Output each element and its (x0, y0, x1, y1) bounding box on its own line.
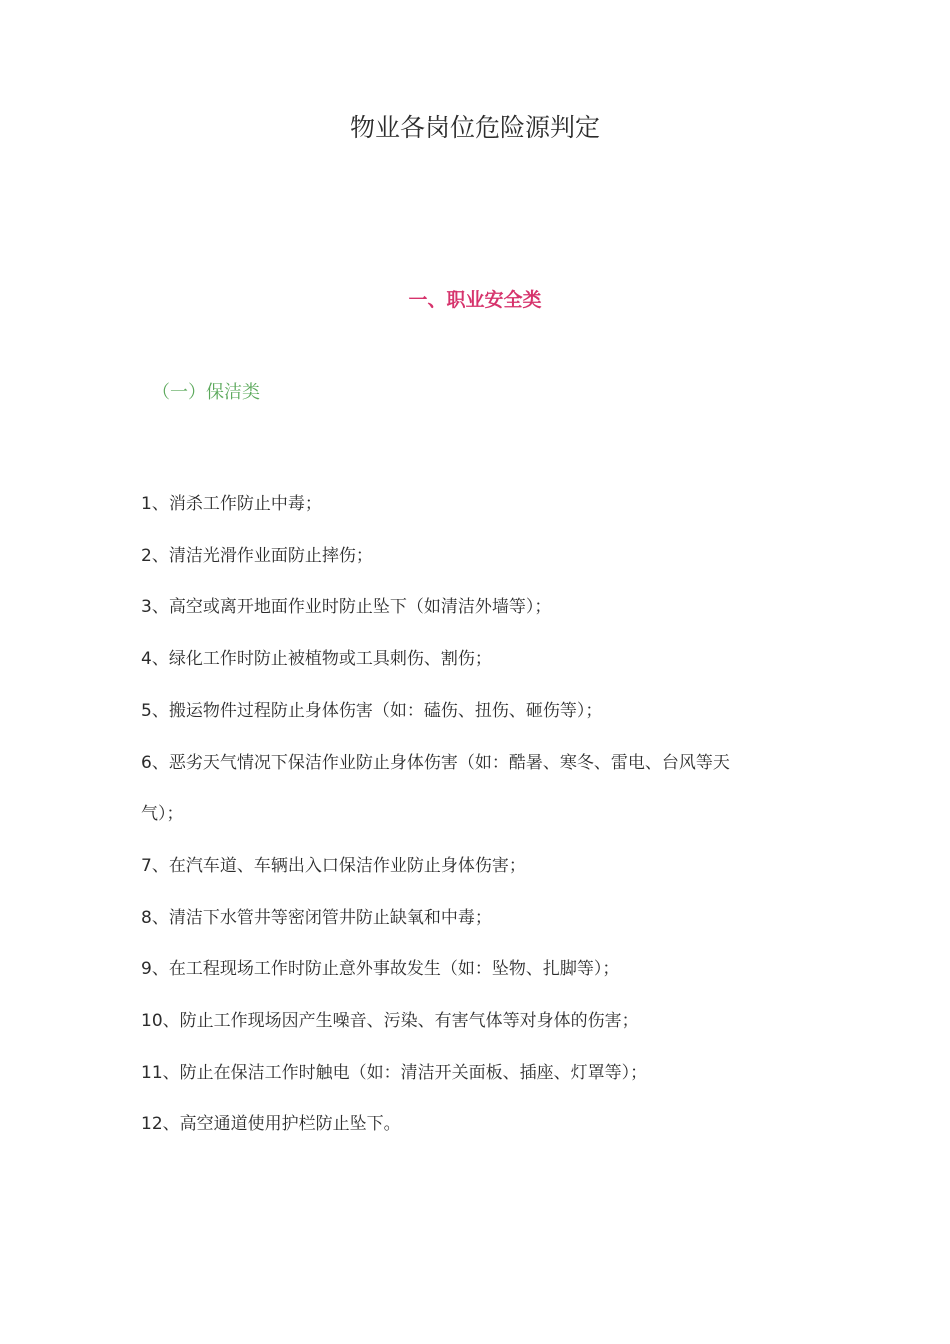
list-item: 4、绿化工作时防止被植物或工具刺伤、割伤； (141, 649, 492, 670)
list-item: 10、防止工作现场因产生噪音、污染、有害气体等对身体的伤害； (141, 1011, 639, 1032)
list-item: 9、在工程现场工作时防止意外事故发生（如：坠物、扎脚等）； (141, 959, 620, 980)
section-heading: 一、职业安全类 (408, 289, 542, 311)
list-item: 5、搬运物件过程防止身体伤害（如：磕伤、扭伤、砸伤等）； (141, 700, 603, 721)
hazard-list (141, 479, 821, 1151)
list-item: 3、高空或离开地面作业时防止坠下（如清洁外墙等）； (141, 597, 552, 618)
document-title: 物业各岗位危险源判定 (349, 113, 600, 142)
list-item: 7、在汽车道、车辆出入口保洁作业防止身体伤害； (141, 855, 526, 876)
list-item: 8、清洁下水管井等密闭管井防止缺氧和中毒； (141, 907, 492, 928)
list-item: 11、防止在保洁工作时触电（如：清洁开关面板、插座、灯罩等）； (141, 1062, 648, 1083)
list-item-continuation: 气）； (141, 804, 184, 825)
list-item: 1、消杀工作防止中毒； (141, 494, 322, 514)
list-item: 2、清洁光滑作业面防止摔伤； (141, 545, 373, 566)
list-item: 12、高空通道使用护栏防止坠下。 (141, 1114, 401, 1135)
sub-heading: （一）保洁类 (152, 382, 260, 403)
list-item: 6、恶劣天气情况下保洁作业防止身体伤害（如：酷暑、寒冬、雷电、台风等天 (141, 752, 730, 773)
